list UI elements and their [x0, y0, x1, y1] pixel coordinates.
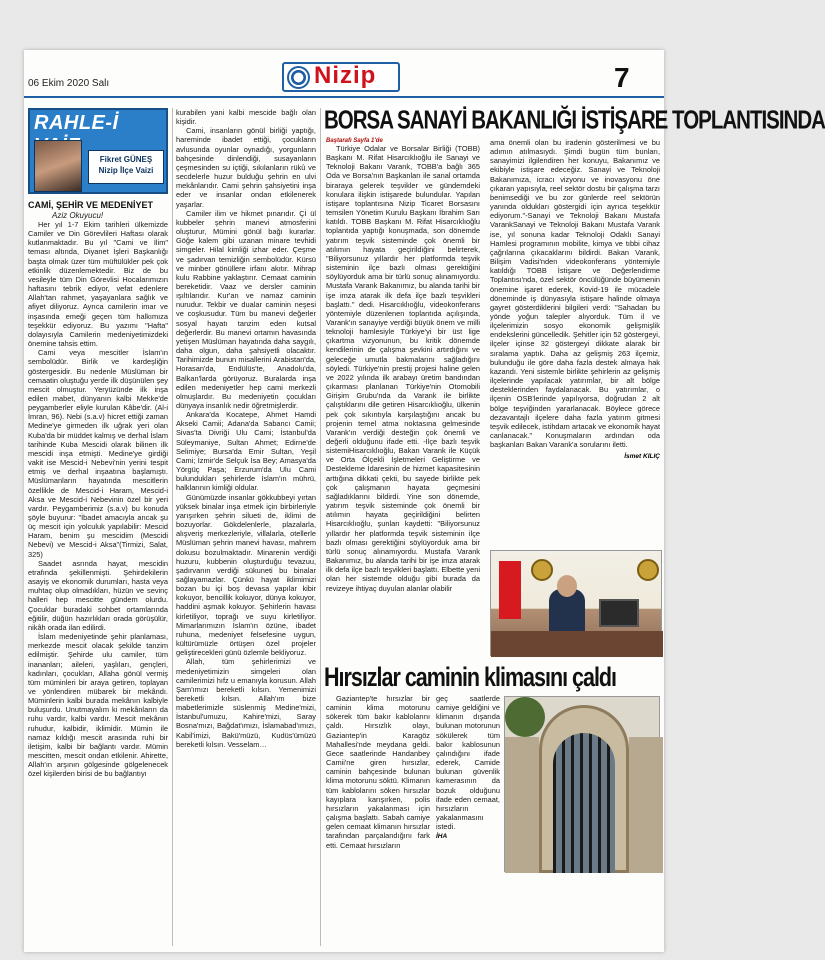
- paragraph: Günümüzde insanlar gökkubbeyi yırtan yüksek binalar inşa etmek için birbirleriyle yarışırken şehrin silueti de, iklimi de bozuyorlar. Gökdelenlerle, plazalarla, alışveriş merkezleriyle, villalarla, otellerle Müslüman şehrin manevi havası, mahrem dokusu bozulmaktadır. Minarenin verdiği huzuru, kubbenin oluşturduğu tevazuu, şadırvanın verdiği sükuneti bu binalar sağlayamazlar. Çünkü hayat iklimimizi bozan bu içi boş devasa yapılar kibir kokuyor, bencillik kokuyor, dünya kokuyor, haddini aşmak kokuyor. Şehirlerin havası kirletiliyor, toprağı ve suyu kirletiliyor. Mimarlarımızın İslam'ın özüne, ibadet ruhuna, medeniyet felsefesine uygun, kültürümüzle örtüşen özel projeler geliştirecekleri günü özlemle bekliyoruz.: [176, 492, 316, 658]
- masthead-rule: [24, 96, 664, 98]
- newspaper-logo: [282, 62, 400, 92]
- article1-byline: Baştarafı Sayfa 1'de: [326, 138, 383, 144]
- article1-headline-box: [324, 106, 825, 135]
- paragraph: Saadet asrında hayat, mescidin etrafında şekillenmişti. Şehirdekilerin asayiş ve ekonomik durumları, hasta veya muhtaç olup olmadıkları, hüzün ve sevinç halleri hep mescitte gündem olurdu. Çocuklar buradaki sohbet ortamlarında eğitilir, düğün hazırlıkları orada görüşülür, nikâh orada ilan edilirdi.: [28, 558, 168, 632]
- wall: [505, 737, 539, 873]
- iron-gate: [553, 733, 615, 873]
- column-divider: [320, 108, 321, 946]
- author-plate: [88, 150, 164, 184]
- author-role: Nizip İlçe Vaizi: [98, 166, 154, 175]
- article2-text-c: [326, 694, 430, 850]
- paragraph: Gaziantep'te hırsızlar bir caminin klima motorunu sökerek tüm bakır kablolarını çaldı. Hırsızlık olayı, Gaziantep'in Karagöz Mahallesi'nde meydana geldi. Gece saatlerinde Handanbey Camii'ne giren hırsızlar, caminin bahçesinde bulunan klima motorunu söktü. Klimanın tüm kablolarını söken hırsızlar kayıplara karışırken, polis hırsızların yakalanması için çalışma başlattı. Sabah camiye gelen cemaat klimanın hırsızlar tarafından parçalandığını fark etti. Cemaat hırsızların: [326, 694, 430, 850]
- paragraph: kurabilen yani kalbi mescide bağlı olan kişidir.: [176, 108, 316, 127]
- tree-icon: [505, 697, 545, 737]
- article2-column-c: [326, 694, 430, 850]
- article1-headline: BORSA SANAYİ BAKANLIĞI İSTİŞARE TOPLANTISINDA: [324, 106, 825, 135]
- mosque-gate-photo: [504, 696, 660, 872]
- article1-author: İsmet KILIÇ: [624, 453, 660, 461]
- article1-text-a: [326, 144, 480, 593]
- masthead: [24, 58, 664, 96]
- column-divider: [172, 108, 173, 946]
- column-greeting: Aziz Okuyucu!: [52, 211, 104, 220]
- seal-icon: [637, 559, 659, 581]
- article2-source: İHA: [436, 833, 448, 841]
- paragraph: Türkiye Odalar ve Borsalar Birliği (TOBB) Başkanı M. Rifat Hisarcıklıoğlu ile Sanayi ve Teknoloji Bakanı Varank, TOBB'a bağlı 365 Oda ve Borsa'nın Başkanları ile sanal ortamda biraraya gelerek teşvikler ve gündemdeki konulara ilişkin istişarede bulundular. Yapılan istişare toplantısına Nizip Ticaret Borsasını temsilen Yönetim Kurulu Başkanı İbrahim Sarı katıldı. TOBB Başkanı M. Rifat Hisarcıklıoğlu toplantıda yaptığı konuşmada, son dönemde yatırım teşvik sisteminde çok önemli bir atılımın hayata geçirildiğini belirterek, "Biliyorsunuz yıllardır her platformda teşvik sisteminin ilçe bazlı olması gerektiğini söylüyorduk ama bir türlü sonuç alınamıyordu. Mustafa Varank Bakanımız, bu alanda tarihi bir işe imza atarak ilk defa ilçe bazlı teşvikleri başlattı." dedi. Hisarcıklıoğlu, videokonferans yöntemiyle düzenlenen toplantıda açılışında, Varank'ın sanayiye verdiği büyük önem ve milli teknoloji hamlesiyle Türkiye'yi bir üst lige çıkartma vizyonunun, bu kritik dönemde kendilerinin de çalışma şevkini artırdığını ve geleceğe umutla bakmalarını sağladığını söyledi. Türkiye'nin prestij projesi haline gelen ve 2022 yılında ilk arabayı üretim bandından çıkarması planlanan Türkiye'nin Otomobili Girişim Grubu'nda da Varank ile birlikte çalıştıklarını dile getiren Hisarcıklıoğlu, ülkenin pek çok sıkıntıyla karşılaştığını ancak bu projenin temel atma noktasına gelmesinde Varank'ın verdiği desteğin çok önemli ve değerli olduğunu ifade etti. -İlçe bazlı teşvik sistemiHisarcıklıoğlu, Bakan Varank ile Küçük ve Orta Ölçekli İşletmeleri Geliştirme ve Destekleme İdaresinin de hizmet kapasitesinin arttığına dikkati çekti, bu sayede birlikte pek çok çalışmanın hayata geçmesini sağladıklarını bildirdi. Yine son dönemde, yatırım teşvik sisteminde çok önemli bir atılımın hayata geçirildiğini belirten Hisarcıklıoğlu, şunları kaydetti: "Biliyorsunuz yıllardır her platformda teşvik sisteminin ilçe bazlı olması gerektiğini söylüyorduk ama bir türlü sonuç alınamıyordu. Mustafa Varank Bakanımız, bu alanda tarihi bir işe imza atarak ilk defa ilçe bazlı teşvikleri başlattı. Elbette yeni olan her sistemde olduğu gibi burada da revizeye ihtiyaç duyulan alanlar olabilir: [326, 144, 480, 593]
- paragraph: ama önemli olan bu iradenin gösterilmesi ve bu adımın atılmasıydı. Şimdi bugün tüm bunları, sanayimizi ilgilendiren her konuyu, Bakanımız ve ekibiyle istişare edeceğiz. Sanayi ve Teknoloji Bakanımıza, icracı vizyonu ve inovasyonu öne çıkaran yapısıyla, reel sektör dostu bir çalışma tarzı benimsediği ve bu zor günlerde reel sektörün yanında oldukları göstergidi için ayrıca teşekkür ediyorum."-Sanayi ve Teknoloji Bakanı Mustafa VarankSanayi ve Teknoloji Bakanı Mustafa Varank ise, yıl sonuna kadar Teknoloji Odaklı Sanayi Hamlesi programının mobilite, kimya ve tıbbi cihaz çağrılarına çıkacaklarını bildirdi. Bakan Varank, Bilişim Vadisi'nden videokonferans yöntemiyle katıldığı TOBB İstişare ve Değerlendirme Toplantısı'nda, özel sektör öncülüğünde büyümenin önemine işaret ederek, Kovid-19 ile mücadele döneminde iş dünyasıyla istişare halinde olmaya gayret gösterdiklerini bilgileri verdi: "Sahadan bu yönde yoğun talepler alıyorduk. Tüm il ve ilçelerimizin sosyo ekonomik gelişmişlik endekslerini güncelledik. Şehitler için 52 göstergeyi, ilçeler içinse 32 göstergeyi dikkate alarak bir sıralama yaptık. Daha az gelişmiş 263 ilçemiz, bulunduğu ile göre daha fazla destek almaya hak kazandı. Yeni sistemle birlikte şehirlerin az gelişmiş ilçelerinde yapılacak yatırımlar, bir alt bölge desteklerinden faydalanacak. Bu yatırımlar, o ilçenin OSB'lerinde yapılıyorsa, doğrudan 2 alt bölge teşviğinden yararlanacak. Böylece görece dezavantajlı ilçelere daha fazla yatırım gitmesi teşvik edilecek, istihdam artacak ve ekonomik hayat canlanacak." Konuşmaların ardından oda başkanları Bakan Varank'a sorularını iletti.: [490, 138, 660, 450]
- paragraph: geç saatlerde camiye geldiğini ve klimanın dışarıda bulunan motorunun sökülerek tüm bakır kablosunun çalındığını ifade ederek, Camide bulunan güvenlik kamerasının da bozuk olduğunu ifade eden cemaat, hırsızların yakalanmasını istedi.: [436, 694, 500, 832]
- column-text-1: [28, 220, 168, 779]
- logo-emblem-icon: [287, 66, 310, 89]
- paragraph: Her yıl 1-7 Ekim tarihleri ülkemizde Camiler ve Din Görevlileri Haftası olarak kutlanmaktadır. Bu yıl "Cami ve İlim" teması altında, Diyanet İşleri Başkanlığı başta olmak üzer tüm müftülükler pek çok etkinlik düzenlemektedir. Biz de bu vesileyle tüm Din Görevlisi Hocalarımızın haftasını tebrik ediyor, vefat edenlere Allah'tan rahmet, yaşayanlara sağlık ve afiyet diliyoruz. Ayrıca camilerin imar ve inşasında emeği geçen tüm halkımıza teşekkür ediyoruz. Bu yazımı "Hafta" dolayısıyla Camilerin medeniyetimizdeki önemine tahsis ettim.: [28, 220, 168, 349]
- article2-column-d: [436, 694, 500, 840]
- column-left: [28, 108, 168, 948]
- paragraph: Camiler ilim ve hikmet pınarıdır. Çİ ül kubbeler şehrin manevi atmosferini oluşturur, Mümini gönül bağı kurarlar. Göğe kalem gibi uzanan minare tevhidi simgeler. Hilal kimliği izhar eder. Çeşme ve şadırvan temizliğin sembolüdür. Kürsü ve minber gönüllere irfanı akıtır. Mihrap kulu Rabbine yaklaştırır. Cemaat caminin bereketidir. Vaaz ve dersler caminin ışıltılarıdır. Kur'an ve namaz caminin nurudur. Tekbir ve dualar caminin neşesi ve coşkusudur. Tüm bu manevi değerler sosyal hayatı tanzim eden kutsal değerlerdir. Bu manevi ortamın havasında yetişen Müslüman hayatında daha saygılı, daha olgun, daha şahsiyetli olacaktır. Tarihimizde bunun misallerini Arabistan'da, Horasan'da, Endülüs'te, Anadolu'da, Balkan'larda görüyoruz. Buralarda inşa edilen medeniyetler hep cami merkezli olmuşlardır. Bu medeniyetin çocukları dünyaya insanlık nedir öğretmişlerdir.: [176, 208, 316, 410]
- monitor-icon: [599, 599, 639, 627]
- banner-title: RAHLE-İ: [34, 112, 119, 134]
- article2-text-d: [436, 694, 500, 831]
- column-banner: [28, 108, 168, 194]
- article2-headline: Hırsızlar caminin klimasını çaldı: [324, 662, 617, 692]
- issue-date: 06 Ekim 2020 Salı: [28, 78, 110, 89]
- paragraph: Cami, insanların gönül birliği yaptığı, hareminde ibadet ettiği, çocukların avlusunda oyunlar oynadığı, yorgunların bahçesinde dinlendiği, susayanların çeşmesinden su içtiği, sıkılanların rükû ve secdelerle huzur bulduğu şehrin en ulvi mekânlarıdır. Cami şehrin şahsiyetini inşa eder ve insanlar ondan etkilenerek yaşarlar.: [176, 126, 316, 209]
- logo-name: Nizip: [314, 62, 377, 89]
- article1-text-b: [490, 138, 660, 449]
- column-headline: CAMİ, ŞEHİR VE MEDENİYET: [28, 200, 154, 210]
- paragraph: Allah, tüm şehirlerimizi ve medeniyetimizin simgeleri olan camilerimizi hıfz u emanıyla korusun. Allah Şam'ımızı bereketli kılsın. Yemenimizi bereketli kılsın. Allah'ım bize mabetlerimizle süslenmiş Medine'mizi, İstanbul'umuzu, Kahire'mizi, Saray Bosna'mızı, Bağdat'ımızı, İslamabad'ımızı, Kabil'imizi, Bakü'müzü, Kudüs'ümüzü bereketli kılsın. Vesselam…: [176, 657, 316, 749]
- wall: [629, 737, 663, 873]
- column-text-2: [176, 108, 316, 749]
- paragraph: İslam medeniyetinde şehir planlaması, merkezde mescit olacak şekilde tanzim edilmiştir. Şehirde ulu camiler, tüm inananları; aileleri, yaşlıları, gençleri, kadınları, çocukları, Allaha gönül vermiş tüm müminleri bir araya getiren, toplayan ve yönlendiren mübarek bir mekândı. Müminlerin kalbi burada mekânın kalbiyle buluşurdu. Unutmayalım ki mekânların da ruhu vardır, kalbi vardır. Mescit mekânın ruhudur, kalbidir, iklimidir. Mümin ile namaz kıldığı mescit arasında ruhi bir iletişim, kalbi bir bağlantı vardır. Mümin mescitten, mescit ondan etkilenir. Ahirette, Allah'ın arşının gölgesinde gölgelenecek özel kişilerden birisi de bu bağlantıyı: [28, 632, 168, 779]
- article2-headline-box: [324, 662, 664, 692]
- paragraph: Ankara'da Kocatepe, Ahmet Hamdi Akseki Camii; Adana'da Sabancı Camii; Sivas'ta Divriği Ulu Cami; İstanbul'da Süleymaniye, Sultan Ahmet; Edirne'de Selimiye; Bursa'da Emir Sultan, Yeşil Cami; İzmir'de Selçuk İsa Bey; Amasya'da Yörgüç Paşa; Erzurum'da Ulu Cami bulundukları şehirlerde İslam'ın mührü, halklarının kimliği oldular.: [176, 410, 316, 493]
- column-middle: [176, 108, 316, 948]
- seal-icon: [531, 559, 553, 581]
- author-photo: [34, 140, 82, 192]
- person-face: [557, 575, 577, 597]
- paragraph: Cami veya mescitler İslam'ın sembolüdür. Birlik ve kardeşliğin göstergesidir. Bu nedenle Müslüman bir cemaatin oluştuğu yerde ilk düşünülen şey mescit olmuştur. Yeryüzünde ilk inşa edilen mabet, dünyanın kalbi Mekke'de peygamberler eliyle kurulan Kâbe'dir. (Al-i İmran, 96). Nebi (s.a.v) hicret ettiği zaman Medine'ye girmeden ilk uğrak yeri olan Kuba'da bir müddet kalmış ve derhal İslam tarihinde Kuba Mescidi olarak bilinen ilk mescidi inşa etmişti. Medine'ye girdiği vakit ise Mescid-i Nebevi'nin yerini tespit etmiş ve derhal inşaatına başlamıştı. Müslümanların hayatında mescitlerin özellikle de Mescid-i Haram, Mescid-i Aksa ve Mescid-i Nebevinin özel bir yeri vardır. Peygamberimiz (s.a.v) bu konuda şöyle buyurur: "İbadet amacıyla ancak şu üç mescit için yolculuk yapılabilir: Mescid Haram, benim şu mescidim (Mescidi Nebevi) ve Mescid-i Aksa"(Tirmizi, Salat, 325): [28, 348, 168, 559]
- author-name: Fikret GÜNEŞ: [99, 155, 153, 164]
- meeting-photo: [490, 550, 662, 656]
- newspaper-page: [24, 50, 825, 952]
- page-number: 7: [614, 62, 630, 93]
- article1-column-a: [326, 138, 480, 593]
- article1-column-b: [490, 138, 660, 460]
- desk: [491, 631, 663, 657]
- flag-icon: [499, 561, 521, 619]
